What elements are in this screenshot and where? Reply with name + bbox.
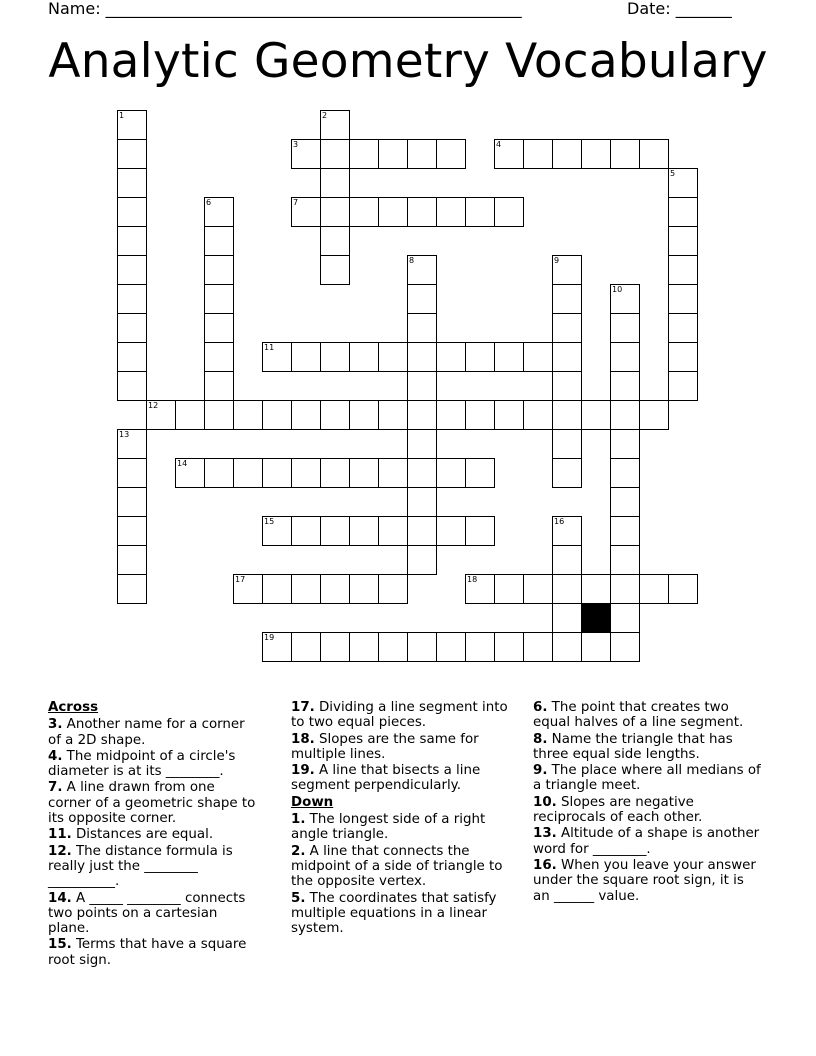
grid-cell[interactable] [552, 545, 582, 575]
grid-cell[interactable] [436, 516, 466, 546]
grid-cell[interactable] [668, 255, 698, 285]
grid-cell[interactable] [494, 400, 524, 430]
grid-cell[interactable] [378, 574, 408, 604]
grid-cell[interactable] [639, 400, 669, 430]
grid-cell[interactable] [117, 255, 147, 285]
grid-cell[interactable] [349, 197, 379, 227]
grid-cell[interactable] [668, 168, 698, 198]
grid-cell[interactable] [320, 342, 350, 372]
grid-cell[interactable] [436, 342, 466, 372]
grid-cell[interactable] [436, 632, 466, 662]
grid-cell[interactable] [378, 197, 408, 227]
grid-cell[interactable] [581, 139, 611, 169]
grid-cell[interactable] [320, 139, 350, 169]
grid-cell[interactable] [436, 400, 466, 430]
grid-cell[interactable] [552, 603, 582, 633]
grid-cell[interactable] [552, 516, 582, 546]
grid-cell[interactable] [668, 342, 698, 372]
grid-cell[interactable] [552, 400, 582, 430]
grid-cell[interactable] [465, 400, 495, 430]
grid-cell[interactable] [610, 516, 640, 546]
grid-cell[interactable] [407, 400, 437, 430]
clue-across-14: 14. A _____ ________ connects two points on a cartesian plane. [48, 890, 246, 937]
grid-cell[interactable] [494, 632, 524, 662]
grid-cell[interactable] [523, 574, 553, 604]
grid-cell[interactable] [175, 400, 205, 430]
clues-column-2 [291, 700, 516, 937]
grid-cell[interactable] [320, 632, 350, 662]
grid-cell[interactable] [407, 371, 437, 401]
grid-cell[interactable] [349, 139, 379, 169]
grid-cell[interactable] [436, 197, 466, 227]
grid-cell[interactable] [465, 574, 495, 604]
grid-cell[interactable] [465, 632, 495, 662]
grid-cell[interactable] [494, 342, 524, 372]
grid-cell[interactable] [320, 226, 350, 256]
clue-across-15: 15. Terms that have a square root sign. [48, 937, 247, 968]
cell-number: 13 [119, 430, 130, 439]
grid-cell[interactable] [407, 255, 437, 285]
clue-across-11: 11. Distances are equal. [48, 827, 214, 843]
grid-cell[interactable] [552, 342, 582, 372]
date-label: Date: _______ [627, 0, 732, 18]
grid-cell[interactable] [262, 574, 292, 604]
grid-cell[interactable] [204, 313, 234, 343]
cell-number: 19 [264, 633, 275, 642]
grid-cell[interactable] [349, 458, 379, 488]
clue-across-12: 12. The distance formula is really just the ________ __________. [48, 843, 233, 890]
grid-cell[interactable] [407, 197, 437, 227]
grid-cell[interactable] [117, 226, 147, 256]
grid-cell[interactable] [639, 139, 669, 169]
grid-cell[interactable] [291, 342, 321, 372]
grid-cell[interactable] [320, 516, 350, 546]
clue-across-17: 17. Dividing a line segment into to two equal pieces. [291, 700, 508, 731]
cell-number: 7 [293, 198, 299, 207]
grid-cell[interactable] [175, 458, 205, 488]
grid-cell[interactable] [233, 574, 263, 604]
grid-cell[interactable] [552, 632, 582, 662]
grid-cell[interactable] [610, 429, 640, 459]
across-heading: Across [48, 700, 99, 715]
grid-cell[interactable] [552, 313, 582, 343]
grid-cell[interactable] [204, 197, 234, 227]
grid-cell[interactable] [668, 197, 698, 227]
grid-cell[interactable] [233, 400, 263, 430]
grid-cell[interactable] [117, 458, 147, 488]
clue-down-5: 5. The coordinates that satisfy multiple equations in a linear system. [291, 890, 497, 937]
grid-cell[interactable] [610, 545, 640, 575]
grid-cell[interactable] [436, 458, 466, 488]
grid-cell[interactable] [204, 284, 234, 314]
clue-down-1: 1. The longest side of a right angle triangle. [291, 812, 486, 843]
grid-cell[interactable] [117, 197, 147, 227]
grid-cell[interactable] [378, 632, 408, 662]
grid-cell[interactable] [523, 632, 553, 662]
grid-cell[interactable] [610, 342, 640, 372]
grid-cell[interactable] [117, 139, 147, 169]
grid-cell[interactable] [320, 574, 350, 604]
grid-cell[interactable] [668, 226, 698, 256]
grid-cell[interactable] [407, 458, 437, 488]
grid-cell[interactable] [291, 516, 321, 546]
grid-cell[interactable] [610, 284, 640, 314]
grid-cell[interactable] [407, 429, 437, 459]
cell-number: 8 [409, 256, 415, 265]
clue-down-16: 16. When you leave your answer under the square root sign, it is an ______ value. [533, 857, 756, 904]
grid-cell[interactable] [610, 458, 640, 488]
grid-cell[interactable] [320, 400, 350, 430]
grid-cell[interactable] [320, 197, 350, 227]
grid-cell[interactable] [668, 371, 698, 401]
grid-cell[interactable] [465, 197, 495, 227]
grid-cell[interactable] [204, 226, 234, 256]
grid-cell[interactable] [407, 516, 437, 546]
clue-across-18: 18. Slopes are the same for multiple lines. [291, 731, 479, 762]
grid-cell[interactable] [291, 632, 321, 662]
clue-down-6: 6. The point that creates two equal halves of a line segment. [533, 700, 744, 731]
grid-cell[interactable] [610, 139, 640, 169]
grid-cell[interactable] [291, 139, 321, 169]
grid-cell[interactable] [262, 632, 292, 662]
grid-cell[interactable] [378, 342, 408, 372]
grid-cell[interactable] [117, 429, 147, 459]
page-title: Analytic Geometry Vocabulary [48, 34, 768, 89]
grid-cell[interactable] [407, 284, 437, 314]
grid-cell[interactable] [291, 574, 321, 604]
grid-cell[interactable] [523, 400, 553, 430]
grid-cell[interactable] [668, 284, 698, 314]
name-label: Name: ____________________________________________________ [48, 0, 522, 18]
grid-cell[interactable] [378, 139, 408, 169]
clue-down-13: 13. Altitude of a shape is another word for ________. [533, 826, 760, 857]
cell-number: 4 [496, 140, 502, 149]
cell-number: 5 [670, 169, 676, 178]
grid-cell[interactable] [349, 516, 379, 546]
cell-number: 6 [206, 198, 212, 207]
grid-cell[interactable] [552, 255, 582, 285]
grid-cell[interactable] [262, 400, 292, 430]
grid-cell[interactable] [407, 545, 437, 575]
clue-down-2: 2. A line that connects the midpoint of a side of triangle to the opposite vertex. [291, 843, 503, 890]
cell-number: 17 [235, 575, 246, 584]
grid-cell[interactable] [523, 139, 553, 169]
grid-cell[interactable] [610, 574, 640, 604]
grid-cell[interactable] [204, 255, 234, 285]
grid-cell[interactable] [349, 632, 379, 662]
grid-cell[interactable] [291, 400, 321, 430]
grid-cell[interactable] [610, 400, 640, 430]
grid-cell[interactable] [117, 110, 147, 140]
cell-number: 16 [554, 517, 565, 526]
grid-cell[interactable] [204, 400, 234, 430]
clue-across-4: 4. The midpoint of a circle's diameter is at its ________. [48, 748, 236, 780]
grid-cell[interactable] [465, 342, 495, 372]
grid-cell[interactable] [668, 313, 698, 343]
grid-cell[interactable] [117, 487, 147, 517]
grid-cell[interactable] [465, 516, 495, 546]
grid-cell[interactable] [407, 313, 437, 343]
grid-cell[interactable] [639, 574, 669, 604]
grid-cell[interactable] [610, 487, 640, 517]
grid-cell[interactable] [494, 139, 524, 169]
grid-cell[interactable] [581, 632, 611, 662]
cell-number: 14 [177, 459, 188, 468]
clue-across-19: 19. A line that bisects a line segment perpendicularly. [291, 763, 481, 794]
grid-cell[interactable] [552, 574, 582, 604]
grid-cell[interactable] [407, 487, 437, 517]
grid-cell[interactable] [233, 458, 263, 488]
grid-cell[interactable] [523, 342, 553, 372]
clue-down-10: 10. Slopes are negative reciprocals of each other. [533, 794, 703, 826]
cell-number: 12 [148, 401, 159, 410]
grid-cell[interactable] [349, 574, 379, 604]
grid-cell[interactable] [494, 197, 524, 227]
grid-cell[interactable] [204, 342, 234, 372]
grid-cell[interactable] [117, 342, 147, 372]
grid-cell[interactable] [610, 603, 640, 633]
grid-cell[interactable] [581, 574, 611, 604]
grid-cell[interactable] [378, 458, 408, 488]
grid-cell[interactable] [610, 371, 640, 401]
grid-cell[interactable] [552, 458, 582, 488]
grid-cell[interactable] [291, 458, 321, 488]
grid-cell[interactable] [291, 197, 321, 227]
grid-cell[interactable] [610, 632, 640, 662]
grid-cell[interactable] [204, 371, 234, 401]
grid-cell[interactable] [407, 342, 437, 372]
grid-cell[interactable] [378, 516, 408, 546]
black-cell [581, 603, 611, 633]
clues-column-1 [48, 700, 258, 969]
grid-cell[interactable] [552, 429, 582, 459]
down-heading: Down [291, 794, 334, 810]
clue-down-8: 8. Name the triangle that has three equal side lengths. [533, 731, 733, 762]
clue-across-3: 3. Another name for a corner of a 2D shape. [48, 717, 245, 748]
grid-cell[interactable] [349, 342, 379, 372]
grid-cell[interactable] [465, 458, 495, 488]
grid-cell[interactable] [320, 110, 350, 140]
cell-number: 18 [467, 575, 478, 584]
grid-cell[interactable] [117, 371, 147, 401]
cell-number: 11 [264, 343, 275, 352]
cell-number: 10 [612, 285, 623, 294]
grid-cell[interactable] [552, 371, 582, 401]
cell-number: 15 [264, 517, 275, 526]
grid-cell[interactable] [407, 632, 437, 662]
grid-cell[interactable] [378, 400, 408, 430]
grid-cell[interactable] [320, 255, 350, 285]
grid-cell[interactable] [262, 458, 292, 488]
grid-cell[interactable] [320, 168, 350, 198]
grid-cell[interactable] [407, 139, 437, 169]
grid-cell[interactable] [668, 574, 698, 604]
grid-cell[interactable] [204, 458, 234, 488]
grid-cell[interactable] [117, 284, 147, 314]
grid-cell[interactable] [436, 139, 466, 169]
grid-cell[interactable] [262, 342, 292, 372]
clue-down-9: 9. The place where all medians of a triangle meet. [533, 763, 761, 794]
cell-number: 3 [293, 140, 299, 149]
cell-number: 9 [554, 256, 560, 265]
grid-cell[interactable] [117, 574, 147, 604]
cell-number: 1 [119, 111, 125, 120]
grid-cell[interactable] [146, 400, 176, 430]
clue-across-7: 7. A line drawn from one corner of a geometric shape to its opposite corner. [48, 780, 256, 827]
grid-cell[interactable] [581, 400, 611, 430]
grid-cell[interactable] [320, 458, 350, 488]
grid-cell[interactable] [349, 400, 379, 430]
grid-cell[interactable] [117, 516, 147, 546]
grid-cell[interactable] [610, 313, 640, 343]
grid-cell[interactable] [117, 168, 147, 198]
grid-cell[interactable] [552, 139, 582, 169]
clues-column-3 [533, 700, 763, 905]
grid-cell[interactable] [552, 284, 582, 314]
cell-number: 2 [322, 111, 328, 120]
grid-cell[interactable] [117, 313, 147, 343]
grid-cell[interactable] [262, 516, 292, 546]
grid-cell[interactable] [494, 574, 524, 604]
grid-cell[interactable] [117, 545, 147, 575]
